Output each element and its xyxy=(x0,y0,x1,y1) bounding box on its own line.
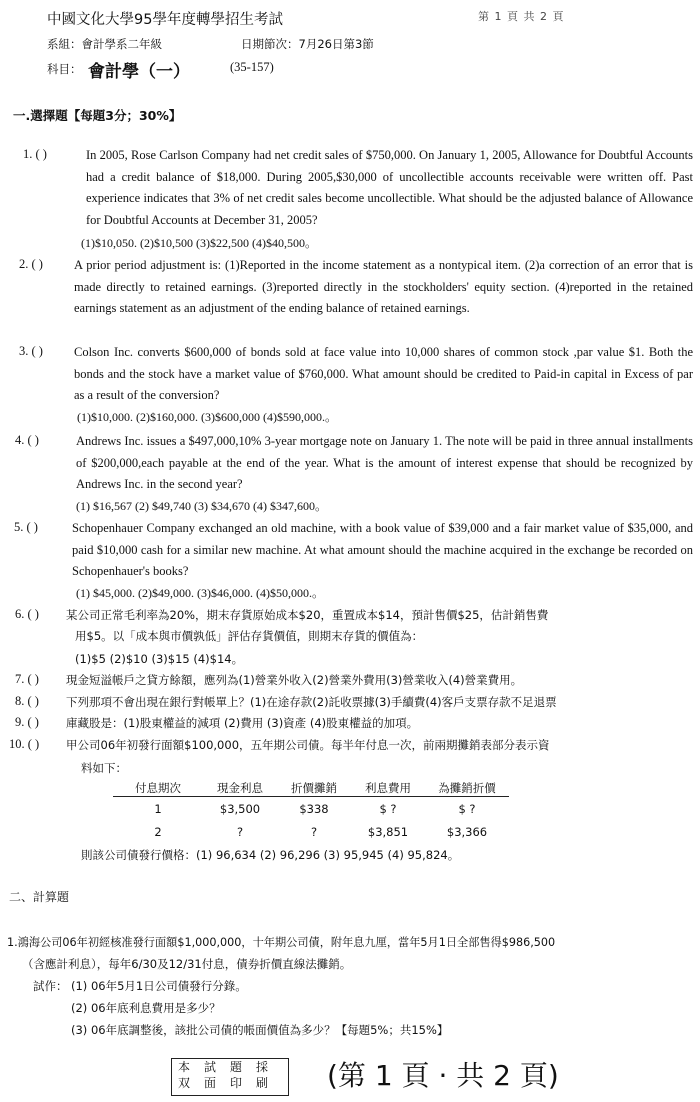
stamp-line-2: 双面印刷 xyxy=(178,1076,283,1090)
column-header: 折價攤銷 xyxy=(277,780,351,797)
stamp-line-1: 本試題採 xyxy=(178,1060,283,1074)
table-cell: $338 xyxy=(299,801,329,816)
table-cell: $3,366 xyxy=(446,824,488,839)
question-text: 庫藏股是：(1)股東權益的減項 (2)費用 (3)資產 (4)股東權益的加項。 xyxy=(66,716,419,730)
question-number: 8. ( ) xyxy=(15,694,39,708)
calc-question-line2: （含應計利息），每年6/30及12/31付息，債券折價直線法攤銷。 xyxy=(22,957,352,971)
page-indicator: (第 1 頁 · 共 2 頁) xyxy=(327,1059,559,1092)
question-options: (1) $16,567 (2) $49,740 (3) $34,670 (4) $347,600。 xyxy=(76,499,327,513)
section1-heading: 一.選擇題【每題3分；30%】 xyxy=(13,108,182,123)
question-options: (1)$5 (2)$10 (3)$15 (4)$14。 xyxy=(75,652,244,666)
question-number: 6. ( ) xyxy=(15,607,39,621)
question-text: Andrews Inc. issues a $497,000,10% 3-year mortgage note on January 1. The note will be paid in three annual installments of $200,000,each payable at the end of the year. What is the amount of interest expense that should be recognized by Andrews Inc. in the second year? xyxy=(76,434,693,491)
calc-question-intro: 試作： xyxy=(33,979,68,993)
question-options: (1)$10,000. (2)$160,000. (3)$600,000 (4)$590,000.。 xyxy=(77,410,337,424)
question-text-line2: 用$5。以「成本與市價孰低」評估存貨價值，則期末存貨的價值為： xyxy=(75,629,424,643)
question-number: 9. ( ) xyxy=(15,715,39,729)
subject-label: 科目： xyxy=(47,62,82,76)
question-options: 則該公司債發行價格：(1) 96,634 (2) 96,296 (3) 95,945 (4) 95,824。 xyxy=(81,848,460,862)
section2-heading: 二、計算題 xyxy=(9,890,70,904)
schedule: 日期節次：7月26日第3節 xyxy=(241,37,374,51)
question-number: 3. ( ) xyxy=(19,344,43,358)
calc-subquestion-2: (2) 06年底利息費用是多少？ xyxy=(71,1001,221,1015)
question-text: Schopenhauer Company exchanged an old machine, with a book value of $39,000 and a fair market value of $35,000, and paid $10,000 cash for a similar new machine. At what amount should the machine acquired in the exchange be recorded on Schopenhauer's books? xyxy=(72,521,693,578)
question-number: 5. ( ) xyxy=(14,520,38,534)
question-text-line2: 料如下： xyxy=(81,761,127,775)
table-row xyxy=(113,797,509,821)
exam-title: 中國文化大學95學年度轉學招生考試 xyxy=(47,12,283,28)
table-cell: ? xyxy=(310,824,318,839)
column-header: 付息期次 xyxy=(113,780,203,797)
question-text: Colson Inc. converts $600,000 of bonds sold at face value into 10,000 shares of common stock ,par value $1. Both the bonds and the stock have a market value of $760,000. What amount should be credited to Paid-in capital in Excess of par as a result of the conversion? xyxy=(74,345,693,402)
page-code: 第 1 頁 共 2 頁 xyxy=(478,10,565,23)
subject-code: (35-157) xyxy=(230,60,274,74)
table-header-row xyxy=(113,780,509,797)
table-cell: $3,851 xyxy=(367,824,409,839)
table-cell: $3,500 xyxy=(219,801,261,816)
question-text: A prior period adjustment is: (1)Reported in the income statement as a nontypical item. (2)a correction of an error that is made directly to retained earnings. (3)reported directly in the stockholders' equity section. (4)reported in the retained earnings statement as an adjustment of the ending balance of retained earnings. xyxy=(74,258,693,315)
column-header: 現金利息 xyxy=(203,780,277,797)
table-cell: 2 xyxy=(154,824,162,839)
question-text-line1: 甲公司06年初發行面額$100,000，五年期公司債。每半年付息一次，前兩期攤銷表部分表示資 xyxy=(66,738,550,752)
table-row xyxy=(113,820,509,843)
question-number: 4. ( ) xyxy=(15,433,39,447)
calc-subquestion-3: (3) 06年底調整後，該批公司債的帳面價值為多少？【每題5%；共15%】 xyxy=(71,1023,449,1037)
question-options: (1)$10,050. (2)$10,500 (3)$22,500 (4)$40,500。 xyxy=(81,236,317,250)
subject-name: 會計學（一） xyxy=(88,62,190,82)
question-number: 7. ( ) xyxy=(15,672,39,686)
question-text: 下列那項不會出現在銀行對帳單上？(1)在途存款(2)託收票據(3)手續費(4)客戶支票存款不足退票 xyxy=(66,695,557,709)
calc-question-line1: 1.鴻海公司06年初經核准發行面額$1,000,000，十年期公司債，附年息九厘，當年5月1日全部售得$986,500 xyxy=(7,936,556,949)
table-cell: ? xyxy=(236,824,244,839)
question-number: 1. ( ) xyxy=(23,147,47,161)
question-text-line1: 某公司正常毛利率為20%，期末存貨原始成本$20，重置成本$14，預計售價$25，估計銷售費 xyxy=(66,608,549,622)
double-sided-stamp xyxy=(171,1058,289,1096)
column-header: 利息費用 xyxy=(351,780,425,797)
calc-subquestion-1: (1) 06年5月1日公司債發行分錄。 xyxy=(71,979,247,993)
table-cell: $ ? xyxy=(379,801,397,816)
table-cell: $ ? xyxy=(458,801,476,816)
question-number: 10. ( ) xyxy=(9,737,40,751)
amortization-table xyxy=(113,780,509,843)
department: 系組：會計學系二年級 xyxy=(47,37,162,51)
question-text: In 2005, Rose Carlson Company had net credit sales of $750,000. On January 1, 2005, Allowance for Doubtful Accounts had a credit balance of $18,000. During 2005,$30,000 of uncollectible accounts receivable were written off. Past experience indicates that 3% of net credit sales become uncollectible. What should be the adjusted balance of Allowance for Doubtful Accounts at December 31, 2005? xyxy=(86,148,693,227)
question-options: (1) $45,000. (2)$49,000. (3)$46,000. (4)$50,000.。 xyxy=(76,586,324,600)
question-number: 2. ( ) xyxy=(19,257,43,271)
question-text: 現金短溢帳戶之貸方餘額，應列為(1)營業外收入(2)營業外費用(3)營業收入(4)營業費用。 xyxy=(66,673,523,687)
table-cell: 1 xyxy=(154,801,162,816)
column-header: 為攤銷折價 xyxy=(425,780,509,797)
